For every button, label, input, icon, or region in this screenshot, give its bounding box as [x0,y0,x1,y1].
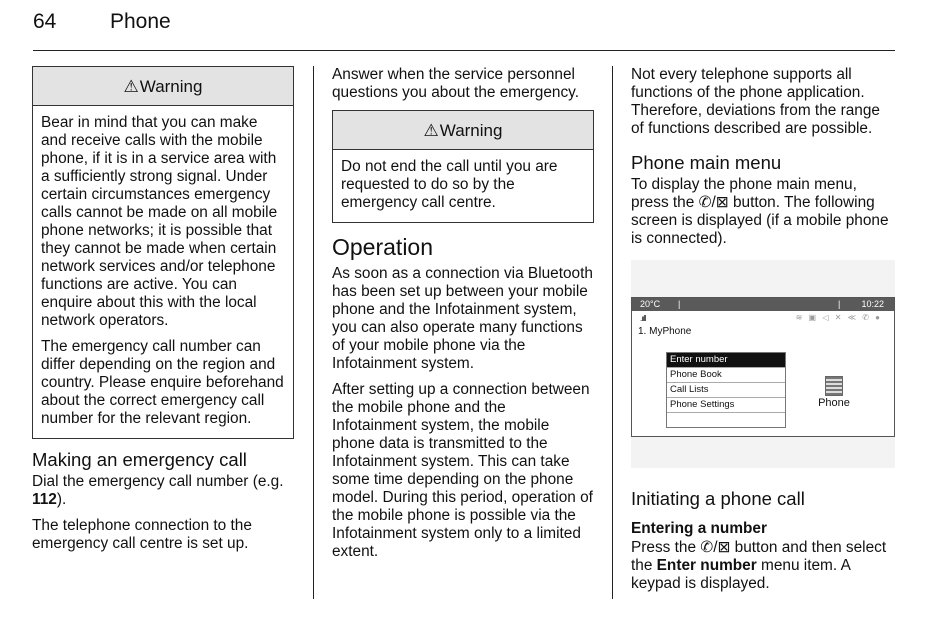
text: Press the [631,539,701,556]
text: button. The following screen is displayed (if a mobile phone is connected). [631,194,889,247]
status-icons: ≋ ▣ ◁ ✕ ≪ ✆ ● [795,313,882,322]
paragraph [32,473,294,509]
page-header [33,8,895,51]
warning-paragraph: Bear in mind that you can make and receive calls with the mobile phone, if it is in a service area with a sufficiently strong signal. Under certain circumstances emergency calls cannot be made on all mobile phone networks; it is possible that they cannot be made when certain network services and/or telephone functions are active. You can enquire about this with the local network operators. [41,114,278,329]
column-2 [332,66,594,569]
section-heading: Initiating a phone call [631,488,805,509]
separator: | [678,299,681,309]
paragraph [631,176,895,248]
text: button and then select the [631,539,887,574]
warning-triangle-icon: ⚠ [423,121,439,140]
warning-paragraph: Do not end the call until you are requested to do so by the emergency call centre. [341,158,558,211]
menu-item-phone-book[interactable]: Phone Book [667,368,785,383]
paragraph: The telephone connection to the emergency call centre is set up. [32,517,252,552]
infotainment-screen [631,297,895,437]
column-divider [313,66,314,599]
section-heading: Making an emergency call [32,449,247,470]
warning-body [333,150,593,222]
phone-button-icon: ✆/⊠ [700,539,731,556]
warning-header [333,111,593,150]
warning-box [332,110,594,223]
emergency-number: 112 [32,491,57,508]
clock: 10:22 [861,299,884,309]
page-number: 64 [33,10,57,33]
subsection-heading: Entering a number [631,520,767,537]
text: ). [56,491,67,508]
phone-button-icon: ✆/⊠ [698,194,729,211]
phone-menu [666,352,786,428]
menu-item-enter-number[interactable]: Enter number [667,353,785,368]
text: To display the phone main menu, press the [631,176,857,211]
paragraph [631,539,895,593]
signal-strength-icon: .ııll [640,314,646,323]
paragraph: As soon as a connection via Bluetooth has been set up between your mobile phone and the Infotainment system, you can also operate many functions of your mobile phone via the Infotainment system. [332,265,593,372]
section-title: Phone [110,10,171,33]
column-1 [32,66,294,561]
phone-app-label: Phone [818,397,850,409]
section-heading: Phone main menu [631,152,782,173]
temperature: 20°C [640,299,661,309]
phone-app[interactable] [816,376,852,409]
menu-item-empty [667,413,785,427]
status-bar [632,298,894,311]
section-heading: Operation [332,234,434,260]
column-3 [631,66,895,601]
separator: | [838,299,841,309]
warning-triangle-icon: ⚠ [123,77,139,96]
warning-body [33,106,293,438]
text: Dial the emergency call number (e.g. [32,473,284,490]
text: menu item. A keypad is displayed. [631,557,850,592]
column-divider [612,66,613,599]
warning-paragraph: The emergency call number can differ depending on the region and country. Please enquire beforehand about the correct emergency call number for the relevant region. [41,338,284,427]
menu-item-reference: Enter number [656,557,757,574]
warning-box [32,66,294,439]
warning-title: Warning [439,121,503,140]
warning-title: Warning [139,77,203,96]
warning-header [33,67,293,106]
infotainment-screenshot [631,260,895,468]
menu-item-phone-settings[interactable]: Phone Settings [667,398,785,413]
menu-item-call-lists[interactable]: Call Lists [667,383,785,398]
paragraph: Answer when the service personnel questions you about the emergency. [332,66,579,101]
paragraph: Not every telephone supports all functions of the phone application. Therefore, deviations from the range of functions described are possible. [631,66,880,137]
paragraph: After setting up a connection between the mobile phone and the Infotainment system, the mobile phone data is transmitted to the Infotainment system. This can take some time depending on the phone model. During this period, operation of the mobile phone is possible via the Infotainment system only to a limited extent. [332,381,593,560]
connected-phone-name: 1. MyPhone [638,326,692,337]
phone-app-icon [825,376,843,396]
